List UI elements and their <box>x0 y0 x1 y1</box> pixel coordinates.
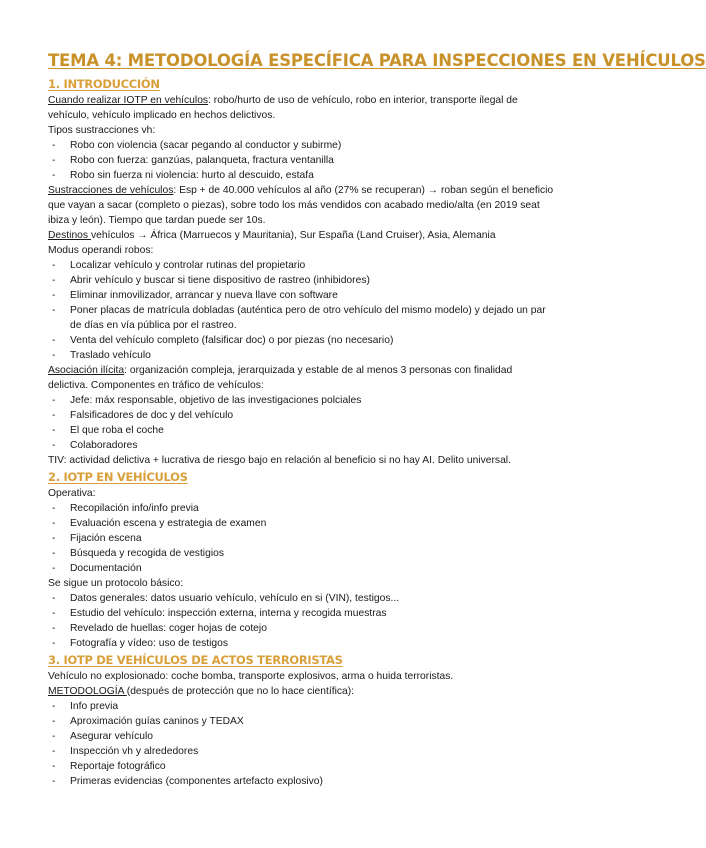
text-asociacion: : organización compleja, jerarquizada y estable de al menos 3 personas con finalidad delictiva. Componentes en tráfico de vehículos: <box>48 365 513 391</box>
text-destinos: vehículos → África (Marruecos y Mauritania), Sur España (Land Cruiser), Asia, Alemania <box>90 230 496 241</box>
list-item: - Recopilación info/info previa <box>48 501 554 516</box>
list-item: - Robo sin fuerza ni violencia: hurto al descuido, estafa <box>48 168 554 183</box>
section-heading-introduccion: 1. INTRODUCCIÓN <box>48 77 160 91</box>
list-item: - Revelado de huellas: coger hojas de cotejo <box>48 621 554 636</box>
page-title: TEMA 4: METODOLOGÍA ESPECÍFICA PARA INSPECCIONES EN VEHÍCULOS <box>48 51 706 70</box>
list-item: - Info previa <box>48 699 554 714</box>
paragraph-cuando <box>48 93 554 123</box>
label-modus: Modus operandi robos: <box>48 245 154 256</box>
list-componentes <box>48 393 554 453</box>
list-item: - Falsificadores de doc y del vehículo <box>48 408 554 423</box>
list-item: - Localizar vehículo y controlar rutinas del propietario <box>48 258 554 273</box>
list-item: - Abrir vehículo y buscar si tiene dispositivo de rastreo (inhibidores) <box>48 273 554 288</box>
term-sustracciones: Sustracciones de vehículos <box>48 185 174 196</box>
label-protocolo: Se sigue un protocolo básico: <box>48 578 184 589</box>
term-cuando: Cuando realizar IOTP en vehículos <box>48 95 209 106</box>
text-metodologia: (después de protección que no lo hace científica): <box>126 686 355 697</box>
paragraph-asociacion <box>48 363 554 393</box>
paragraph-no-explosionado: Vehículo no explosionado: coche bomba, transporte explosivos, arma o huida terroristas. <box>48 671 454 682</box>
paragraph-metodologia <box>48 684 554 699</box>
list-item: - Datos generales: datos usuario vehículo, vehículo en si (VIN), testigos... <box>48 591 554 606</box>
text-cuando: : robo/hurto de uso de vehículo, robo en interior, transporte ilegal de vehículo, vehículo implicado en hechos delictivos. <box>48 95 518 121</box>
section-heading-iotp-vehiculos: 2. IOTP EN VEHÍCULOS <box>48 470 188 484</box>
list-item: - Venta del vehículo completo (falsificar doc) o por piezas (no necesario) <box>48 333 554 348</box>
paragraph-destinos <box>48 228 554 243</box>
list-item: - Inspección vh y alrededores <box>48 744 554 759</box>
section-heading-actos-terroristas: 3. IOTP DE VEHÍCULOS DE ACTOS TERRORISTAS <box>48 653 343 667</box>
list-item: - Estudio del vehículo: inspección externa, interna y recogida muestras <box>48 606 554 621</box>
term-destinos: Destinos <box>48 230 91 241</box>
label-operativa: Operativa: <box>48 488 96 499</box>
list-item: - Documentación <box>48 561 554 576</box>
list-item: - Fotografía y vídeo: uso de testigos <box>48 636 554 651</box>
list-item: - Colaboradores <box>48 438 554 453</box>
list-item: - Fijación escena <box>48 531 554 546</box>
list-item: - Asegurar vehículo <box>48 729 554 744</box>
label-tipos: Tipos sustracciones vh: <box>48 125 156 136</box>
list-tipos <box>48 138 554 183</box>
list-item: - El que roba el coche <box>48 423 554 438</box>
list-item: - Búsqueda y recogida de vestigios <box>48 546 554 561</box>
list-item: - Primeras evidencias (componentes artefacto explosivo) <box>48 774 554 789</box>
list-item: - Jefe: máx responsable, objetivo de las investigaciones polciales <box>48 393 554 408</box>
list-item: - Traslado vehículo <box>48 348 554 363</box>
list-item: - Reportaje fotográfico <box>48 759 554 774</box>
list-metodologia <box>48 699 554 789</box>
text-sustracciones: : Esp + de 40.000 vehículos al año (27% se recuperan) → roban según el beneficio que vayan a sacar (completo o piezas), sobre todo los más vendidos con acabado medio/alta (en 2019 seat ibiza y león). Tiempo que tardan puede ser 10s. <box>48 185 554 226</box>
list-item: - Aproximación guías caninos y TEDAX <box>48 714 554 729</box>
paragraph-sustracciones <box>48 183 554 228</box>
list-item: - Evaluación escena y estrategia de examen <box>48 516 554 531</box>
term-metodologia: METODOLOGÍA <box>48 686 127 697</box>
list-item: - Robo con fuerza: ganzúas, palanqueta, fractura ventanilla <box>48 153 554 168</box>
list-operativa <box>48 501 554 576</box>
list-protocolo <box>48 591 554 651</box>
list-modus <box>48 258 554 363</box>
list-item: - Eliminar inmovilizador, arrancar y nueva llave con software <box>48 288 554 303</box>
list-item: - Robo con violencia (sacar pegando al conductor y subirme) <box>48 138 554 153</box>
list-item: - Poner placas de matrícula dobladas (auténtica pero de otro vehículo del mismo modelo) y dejado un par de días en vía pública por el rastreo. <box>48 303 554 333</box>
term-asociacion: Asociación ilícita <box>48 365 125 376</box>
paragraph-tiv: TIV: actividad delictiva + lucrativa de riesgo bajo en relación al beneficio si no hay AI. Delito universal. <box>48 455 511 466</box>
